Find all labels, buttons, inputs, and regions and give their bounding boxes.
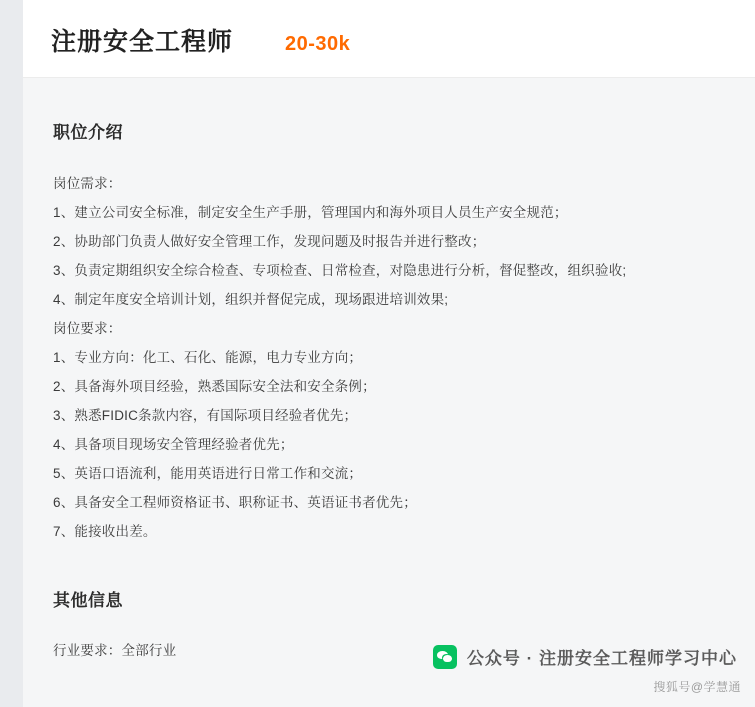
qualification-item: 4、具备项目现场安全管理经验者优先；: [53, 437, 294, 452]
qualifications-heading: 岗位要求：: [53, 321, 122, 336]
qualification-item: 5、英语口语流利，能用英语进行日常工作和交流；: [53, 466, 363, 481]
qualification-item: 3、熟悉FIDIC条款内容，有国际项目经验者优先；: [53, 408, 358, 423]
site-tag: 搜狐号@学慧通: [653, 680, 741, 694]
section-title-job-intro: 职位介绍: [53, 123, 123, 142]
qualification-item: 6、具备安全工程师资格证书、职称证书、英语证书者优先；: [53, 495, 417, 510]
requirements-heading: 岗位需求：: [53, 176, 122, 191]
requirements-block: [53, 169, 755, 546]
requirement-item: 4、制定年度安全培训计划，组织并督促完成，现场跟进培训效果;: [53, 292, 449, 307]
qualification-item: 1、专业方向：化工、石化、能源，电力专业方向；: [53, 350, 363, 365]
watermark: [433, 644, 737, 669]
watermark-text: 公众号 · 注册安全工程师学习中心: [466, 649, 737, 668]
requirement-item: 3、负责定期组织安全综合检查、专项检查、日常检查，对隐患进行分析，督促整改，组织验收;: [53, 263, 627, 278]
wechat-icon: [433, 645, 457, 669]
job-content: [23, 78, 755, 707]
page-title: 注册安全工程师: [51, 28, 234, 56]
title-row: [51, 22, 755, 58]
job-posting-page: [23, 0, 755, 707]
salary-range: 20-30k: [285, 33, 351, 55]
qualification-item: 2、具备海外项目经验，熟悉国际安全法和安全条例；: [53, 379, 376, 394]
qualification-item: 7、能接收出差。: [53, 524, 157, 539]
left-gutter: [0, 0, 23, 707]
job-header: [23, 0, 755, 78]
section-title-other-info: 其他信息: [53, 591, 123, 610]
industry-requirement: 行业要求：全部行业: [53, 643, 177, 658]
requirement-item: 1、建立公司安全标准，制定安全生产手册，管理国内和海外项目人员生产安全规范；: [53, 205, 568, 220]
requirement-item: 2、协助部门负责人做好安全管理工作，发现问题及时报告并进行整改；: [53, 234, 486, 249]
